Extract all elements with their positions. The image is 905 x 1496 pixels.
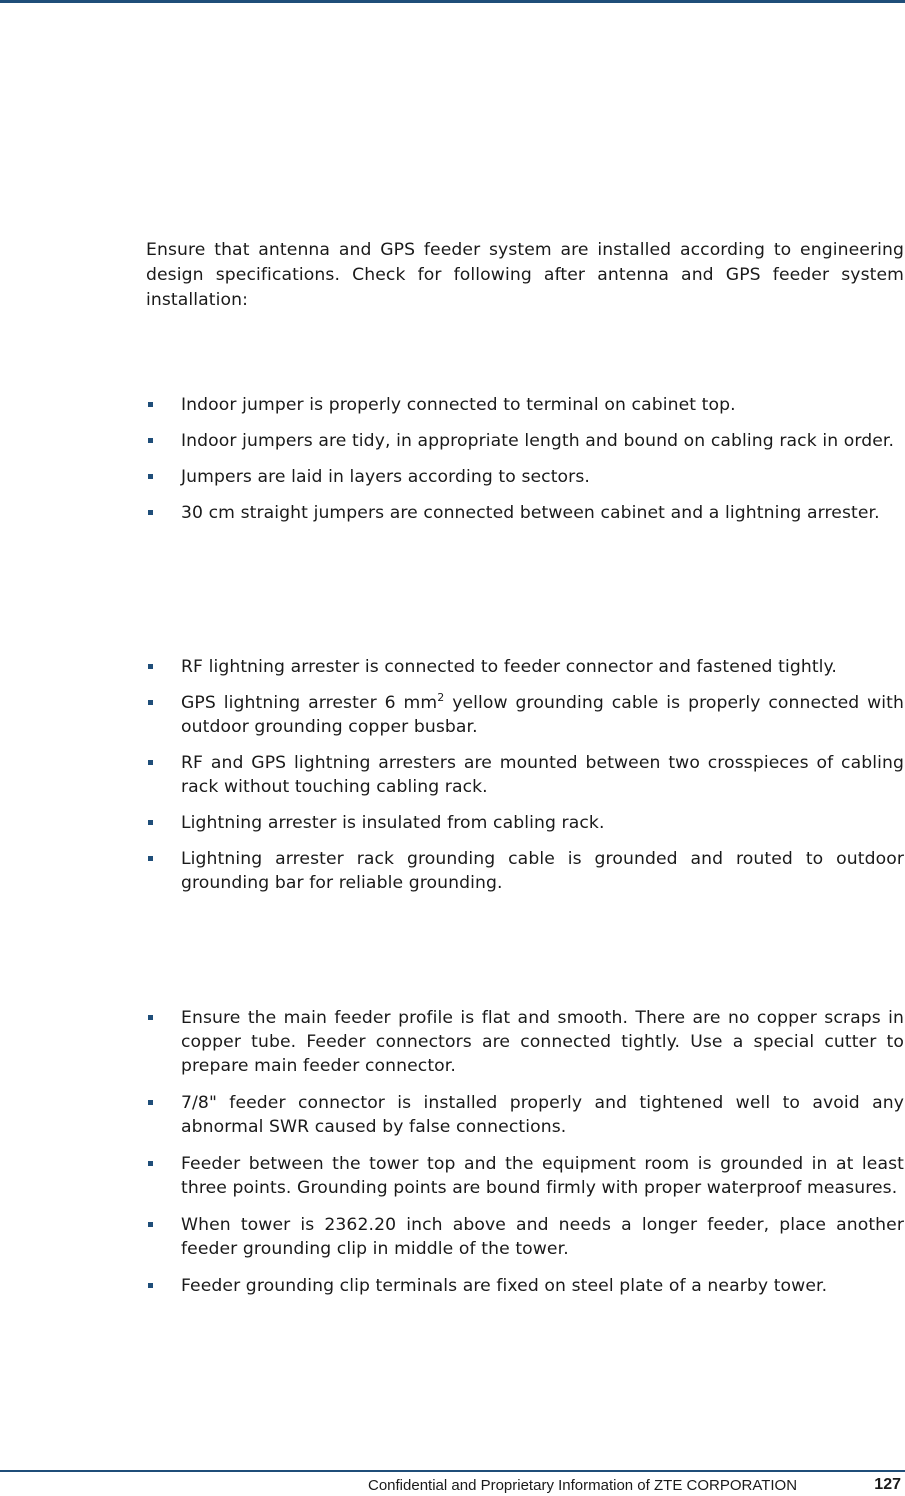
list-item: Ensure the main feeder profile is flat and smooth. There are no copper scraps in copper tube. Feeder connectors are connected tightly. Use a special cutter to prepare main feeder connector. <box>146 1006 904 1078</box>
list-item: RF lightning arrester is connected to feeder connector and fastened tightly. <box>146 655 904 679</box>
page-number: 127 <box>874 1476 901 1493</box>
list-item: Lightning arrester is insulated from cabling rack. <box>146 811 904 835</box>
bullet-square-icon <box>148 474 153 479</box>
list-item: RF and GPS lightning arresters are mounted between two crosspieces of cabling rack without touching cabling rack. <box>146 751 904 799</box>
list-item: Jumpers are laid in layers according to sectors. <box>146 465 904 489</box>
jumper-checklist <box>146 393 904 525</box>
list-item: Feeder between the tower top and the equipment room is grounded in at least three points. Grounding points are bound firmly with proper waterproof measures. <box>146 1152 904 1200</box>
bullet-square-icon <box>148 510 153 515</box>
bullet-square-icon <box>148 760 153 765</box>
bullet-square-icon <box>148 700 153 705</box>
bullet-square-icon <box>148 402 153 407</box>
list-item: Indoor jumpers are tidy, in appropriate length and bound on cabling rack in order. <box>146 429 904 453</box>
bullet-square-icon <box>148 438 153 443</box>
lightning-arrester-checklist <box>146 655 904 895</box>
feeder-checklist <box>146 1006 904 1298</box>
list-item: 30 cm straight jumpers are connected between cabinet and a lightning arrester. <box>146 501 904 525</box>
bullet-square-icon <box>148 664 153 669</box>
list-item: Feeder grounding clip terminals are fixed on steel plate of a nearby tower. <box>146 1274 904 1298</box>
list-item: Indoor jumper is properly connected to terminal on cabinet top. <box>146 393 904 417</box>
bullet-square-icon <box>148 1015 153 1020</box>
list-item: When tower is 2362.20 inch above and needs a longer feeder, place another feeder grounding clip in middle of the tower. <box>146 1213 904 1261</box>
footer-rule <box>0 1470 905 1472</box>
intro-paragraph: Ensure that antenna and GPS feeder system are installed according to engineering design specifications. Check for following after antenna and GPS feeder system installation: <box>146 240 904 310</box>
bullet-square-icon <box>148 1283 153 1288</box>
bullet-square-icon <box>148 1100 153 1105</box>
bullet-square-icon <box>148 1222 153 1227</box>
top-rule <box>0 0 905 3</box>
bullet-square-icon <box>148 856 153 861</box>
bullet-square-icon <box>148 1161 153 1166</box>
bullet-square-icon <box>148 820 153 825</box>
list-item: GPS lightning arrester 6 $mm^2$ yellow grounding cable is properly connected with outdoor grounding copper busbar. <box>146 691 904 739</box>
footer-confidential-text: Confidential and Proprietary Information of ZTE CORPORATION <box>368 1477 798 1494</box>
list-item: 7/8" feeder connector is installed properly and tightened well to avoid any abnormal SWR caused by false connections. <box>146 1091 904 1139</box>
list-item: Lightning arrester rack grounding cable is grounded and routed to outdoor grounding bar for reliable grounding. <box>146 847 904 895</box>
